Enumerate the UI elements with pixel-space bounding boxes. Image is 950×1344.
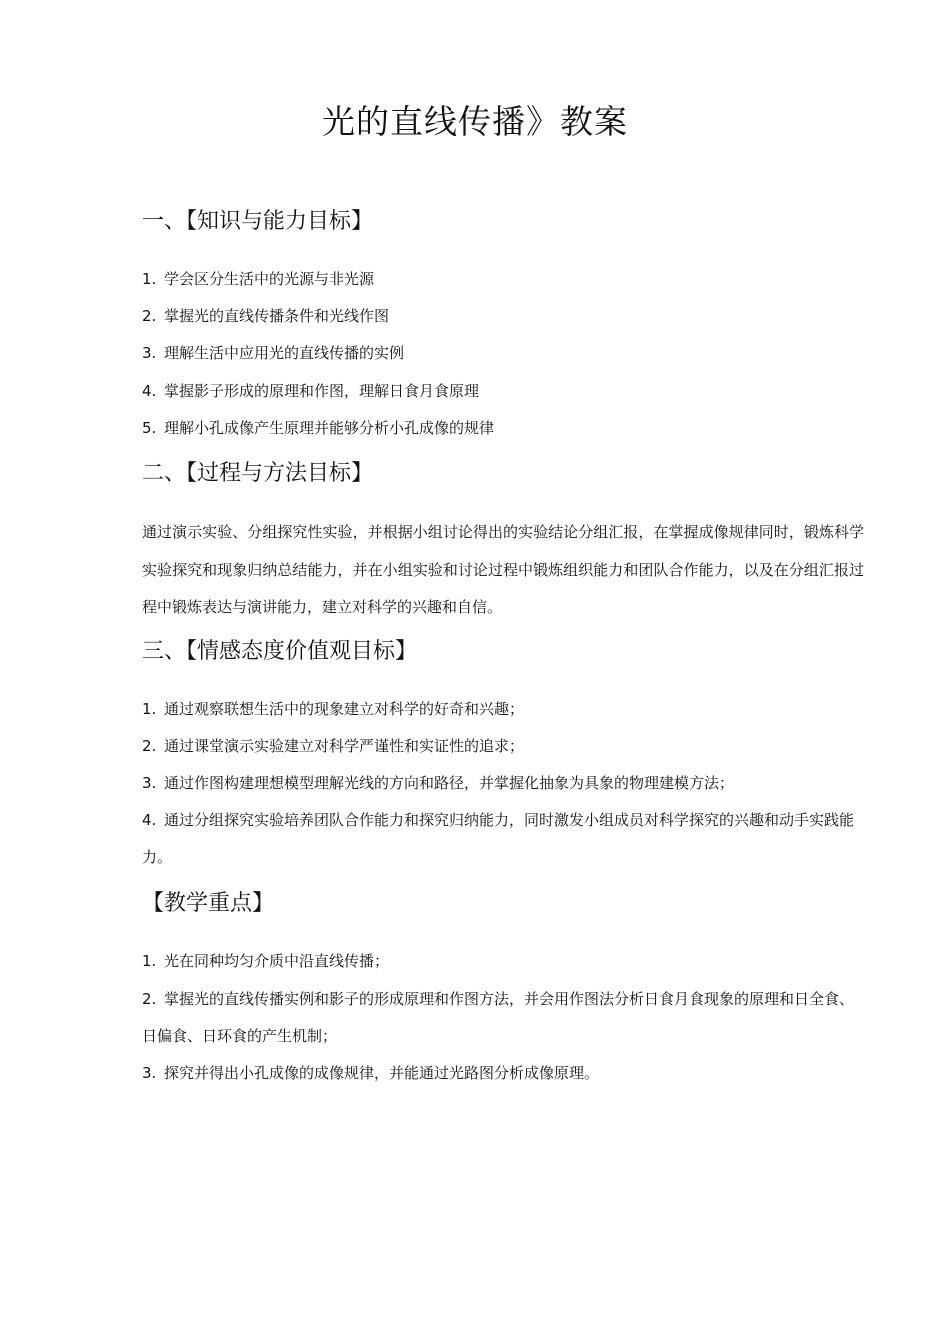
list-item xyxy=(142,335,864,372)
list-item-text: 掌握光的直线传播实例和影子的形成原理和作图方法，并会用作图法分析日食月食现象的原理和日全食、日偏食、日环食的产生机制； xyxy=(142,990,855,1045)
list-item-number: 4. xyxy=(142,811,157,829)
section-heading-process: 二、【过程与方法目标】 xyxy=(142,461,374,486)
list-item xyxy=(142,981,864,1055)
list-item-text: 理解小孔成像产生原理并能够分析小孔成像的规律 xyxy=(164,419,495,437)
list-item xyxy=(142,1055,864,1092)
list-item-number: 3. xyxy=(142,1064,157,1082)
list-item-text: 掌握影子形成的原理和作图，理解日食月食原理 xyxy=(164,382,480,400)
list-item xyxy=(142,728,864,765)
section-paragraph: 通过演示实验、分组探究性实验，并根据小组讨论得出的实验结论分组汇报，在掌握成像规律同时，锻炼科学实验探究和现象归纳总结能力，并在小组实验和讨论过程中锻炼组织能力和团队合作能力，以及在分组汇报过程中锻炼表达与演讲能力，建立对科学的兴趣和自信。 xyxy=(142,523,864,616)
list-item-number: 2. xyxy=(142,990,157,1008)
list-item-text: 探究并得出小孔成像的成像规律，并能通过光路图分析成像原理。 xyxy=(164,1064,600,1082)
list-item-number: 3. xyxy=(142,774,157,792)
section-heading-attitude: 三、【情感态度价值观目标】 xyxy=(142,639,418,664)
section-heading-key-points: 【教学重点】 xyxy=(142,891,275,916)
list-item-text: 通过观察联想生活中的现象建立对科学的好奇和兴趣； xyxy=(164,700,525,718)
list-item-number: 5. xyxy=(142,419,157,437)
list-item-number: 2. xyxy=(142,307,157,325)
list-item xyxy=(142,261,864,298)
list-item-text: 通过作图构建理想模型理解光线的方向和路径，并掌握化抽象为具象的物理建模方法； xyxy=(164,774,735,792)
list-item-number: 1. xyxy=(142,952,157,970)
document-title: 光的直线传播》教案 xyxy=(322,102,628,141)
list-item xyxy=(142,802,864,876)
list-item-text: 通过课堂演示实验建立对科学严谨性和实证性的追求； xyxy=(164,737,525,755)
list-item-text: 理解生活中应用光的直线传播的实例 xyxy=(164,344,405,362)
list-item-text: 掌握光的直线传播条件和光线作图 xyxy=(164,307,390,325)
list-item-number: 1. xyxy=(142,270,157,288)
list-item xyxy=(142,691,864,728)
list-item xyxy=(142,943,864,980)
list-item-text: 通过分组探究实验培养团队合作能力和探究归纳能力，同时激发小组成员对科学探究的兴趣和动手实践能力。 xyxy=(142,811,855,866)
list-item xyxy=(142,373,864,410)
list-item-text: 光在同种均匀介质中沿直线传播； xyxy=(164,952,390,970)
section-heading-knowledge: 一、【知识与能力目标】 xyxy=(142,209,374,234)
list-item-number: 4. xyxy=(142,382,157,400)
list-item-number: 3. xyxy=(142,344,157,362)
list-item-number: 1. xyxy=(142,700,157,718)
list-item xyxy=(142,298,864,335)
list-item xyxy=(142,410,864,447)
list-item-number: 2. xyxy=(142,737,157,755)
list-item-text: 学会区分生活中的光源与非光源 xyxy=(164,270,375,288)
list-item xyxy=(142,765,864,802)
